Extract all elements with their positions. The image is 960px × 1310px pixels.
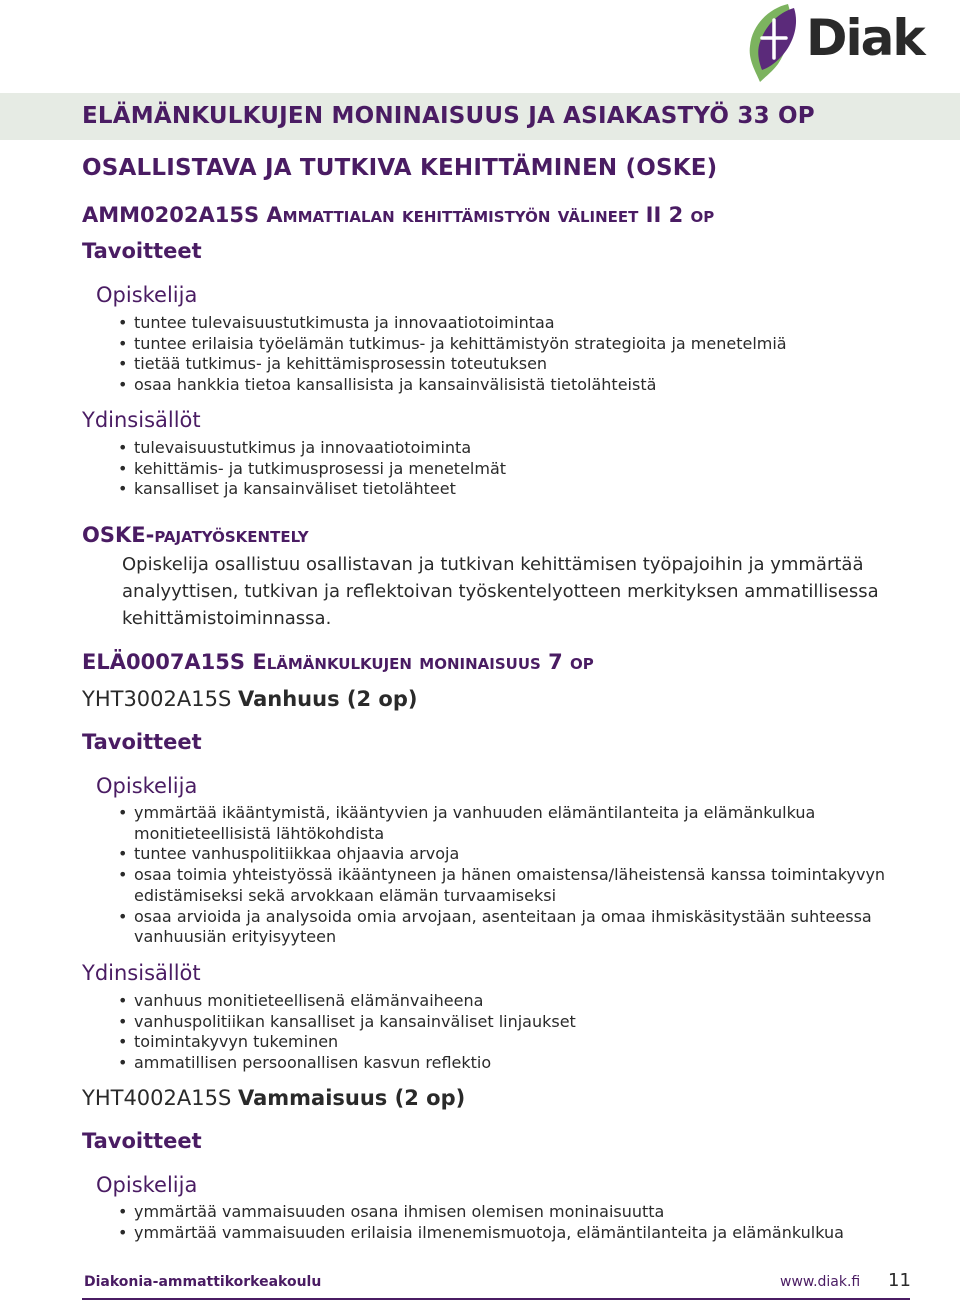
course-code: YHT4002A15S: [82, 1086, 232, 1110]
workshop-text: Opiskelija osallistuu osallistavan ja tutkivan kehittämisen työpajoihin ja ymmärtää analyyttisen, tutkivan ja reflektoivan työskentelyotteen merkityksen ammatillisessa kehittämistoiminnassa.: [122, 554, 879, 629]
list-item: • tuntee tulevaisuustutkimusta ja innovaatiotoimintaa: [118, 313, 918, 334]
module-name: Elämänkulkujen moninaisuus 7 op: [252, 650, 594, 674]
workshop-heading-rest: pajatyöskentely: [154, 523, 309, 547]
list-item: • vanhuspolitiikan kansalliset ja kansainväliset linjaukset: [118, 1012, 918, 1033]
list-item: • ymmärtää vammaisuuden osana ihmisen olemisen moninaisuutta: [118, 1202, 918, 1223]
workshop-heading-prefix: OSKE-: [82, 523, 155, 547]
goals-heading: Tavoitteet: [82, 1129, 202, 1153]
list-item: • tuntee vanhuspolitiikkaa ohjaavia arvoja: [118, 844, 908, 865]
list-item: • ymmärtää ikääntymistä, ikääntyvien ja vanhuuden elämäntilanteita ja elämänkulkua monitieteellisistä lähtökohdista: [118, 803, 908, 844]
workshop-heading: [82, 521, 309, 549]
student-heading: Opiskelija: [96, 283, 198, 307]
list-item: • ammatillisen persoonallisen kasvun reflektio: [118, 1053, 918, 1074]
page-number: 11: [888, 1270, 911, 1291]
goals-list: [118, 803, 908, 948]
list-item: • vanhuus monitieteellisenä elämänvaiheena: [118, 991, 918, 1012]
list-item: • toimintakyvyn tukeminen: [118, 1032, 918, 1053]
footer-url-link[interactable]: www.diak.fi: [780, 1274, 861, 1290]
content-heading: Ydinsisällöt: [82, 408, 201, 432]
list-item: • osaa toimia yhteistyössä ikääntyneen ja hänen omaistensa/läheistensä kanssa toimintakyvyn edistämiseksi sekä arvokkaan elämän turvaamiseksi: [118, 865, 908, 906]
goals-list: [118, 1202, 918, 1243]
footer-institution: Diakonia-ammattikorkeakoulu: [84, 1274, 322, 1290]
list-item: • tulevaisuustutkimus ja innovaatiotoiminta: [118, 438, 918, 459]
student-heading: Opiskelija: [96, 774, 198, 798]
course-heading-yht3002: [82, 685, 417, 713]
module-code: ELÄ0007A15S: [82, 650, 246, 674]
content-list: [118, 991, 918, 1074]
course-name: Ammattialan kehittämistyön välineet II 2 op: [266, 203, 715, 227]
course-name: Vanhuus (2 op): [238, 687, 418, 711]
list-item: • kansalliset ja kansainväliset tietolähteet: [118, 479, 918, 500]
content-list: [118, 438, 918, 500]
content-heading: Ydinsisällöt: [82, 961, 201, 985]
list-item: • kehittämis- ja tutkimusprosessi ja menetelmät: [118, 459, 918, 480]
goals-list: [118, 313, 918, 396]
list-item: • osaa arvioida ja analysoida omia arvojaan, asenteitaan ja omaa ihmiskäsitystään suhteessa vanhuusiän erityisyyteen: [118, 907, 908, 948]
module-heading-ela0007: [82, 648, 594, 676]
list-item: • tuntee erilaisia työelämän tutkimus- ja kehittämistyön strategioita ja menetelmiä: [118, 334, 918, 355]
section-title: OSALLISTAVA JA TUTKIVA KEHITTÄMINEN (OSKE): [82, 155, 718, 181]
logo-wordmark: Diak: [806, 9, 924, 67]
student-heading: Opiskelija: [96, 1173, 198, 1197]
course-code: YHT3002A15S: [82, 687, 232, 711]
footer-divider: [82, 1298, 910, 1300]
list-item: • osaa hankkia tietoa kansallisista ja kansainvälisistä tietolähteistä: [118, 375, 918, 396]
course-code: AMM0202A15S: [82, 203, 260, 227]
course-heading-amm0202: [82, 201, 714, 229]
page-title: ELÄMÄNKULKUJEN MONINAISUUS JA ASIAKASTYÖ 33 OP: [82, 103, 815, 129]
goals-heading: Tavoitteet: [82, 730, 202, 754]
list-item: • ymmärtää vammaisuuden erilaisia ilmenemismuotoja, elämäntilanteita ja elämänkulkua: [118, 1223, 918, 1244]
course-name: Vammaisuus (2 op): [238, 1086, 466, 1110]
course-heading-yht4002: [82, 1084, 465, 1112]
goals-heading: Tavoitteet: [82, 239, 202, 263]
list-item: • tietää tutkimus- ja kehittämisprosessin toteutuksen: [118, 354, 918, 375]
